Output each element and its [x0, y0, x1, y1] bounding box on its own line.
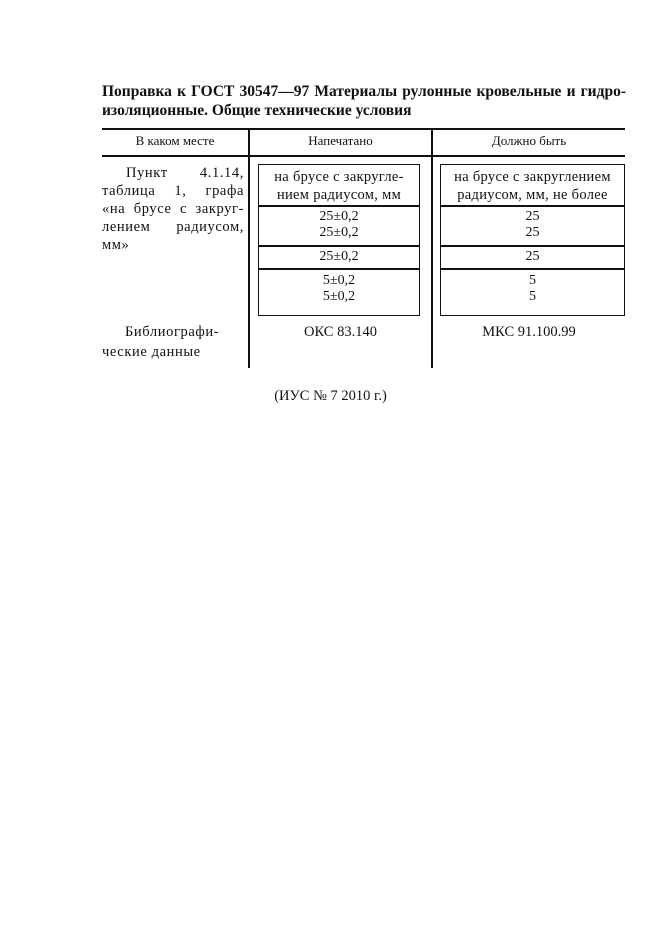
- corrected-value: 5: [529, 273, 536, 288]
- corrected-box-divider-1: [441, 205, 624, 207]
- table-header-rule: [102, 155, 625, 157]
- printed-value: 5±0,2: [322, 289, 356, 304]
- row1-location-line-4: лением радиусом,: [102, 219, 244, 235]
- printed-group-2: [259, 249, 419, 265]
- table-top-rule: [102, 128, 625, 130]
- corrected-group-3: [441, 273, 624, 305]
- header-should-be: Должно быть: [491, 133, 567, 148]
- corrected-value: 25: [525, 225, 540, 240]
- header-location: В каком месте: [135, 133, 215, 148]
- printed-box-divider-3: [259, 268, 419, 270]
- header-printed: Напечатано: [308, 133, 373, 148]
- printed-value: 25±0,2: [319, 225, 359, 240]
- printed-value: 25±0,2: [319, 249, 359, 264]
- corrected-heading-line-1: на брусе с закруглением: [454, 169, 611, 185]
- printed-box-divider-1: [259, 205, 419, 207]
- row1-location: [102, 164, 244, 254]
- corrected-group-2: [441, 249, 624, 265]
- document-title: [102, 82, 626, 120]
- printed-group-1: [259, 209, 419, 241]
- row1-location-line-3: «на брусе с закруг-: [102, 201, 244, 217]
- printed-values-box: [258, 164, 420, 316]
- corrected-box-heading: [441, 168, 624, 204]
- printed-group-3: [259, 273, 419, 305]
- row1-location-line-5: мм»: [102, 237, 130, 253]
- corrected-heading-line-2: радиусом, мм, не более: [457, 187, 608, 203]
- printed-box-divider-2: [259, 245, 419, 247]
- title-line-1: Поправка к ГОСТ 30547—97 Материалы рулонные кровельные и гидро-: [102, 83, 626, 100]
- corrected-value: 25: [525, 209, 540, 224]
- corrected-value: 25: [525, 249, 540, 264]
- source-reference: (ИУС № 7 2010 г.): [274, 388, 387, 404]
- row2-location: [102, 322, 245, 362]
- row1-location-line-1: Пункт 4.1.14,: [126, 165, 244, 181]
- row2-location-line-1: Библиографи-: [125, 324, 220, 340]
- corrected-values-box: [440, 164, 625, 316]
- printed-heading-line-1: на брусе с закругле-: [274, 169, 404, 185]
- corrected-box-divider-2: [441, 245, 624, 247]
- corrected-value: 5: [529, 289, 536, 304]
- printed-box-heading: [259, 168, 419, 204]
- corrected-box-divider-3: [441, 268, 624, 270]
- printed-value: 25±0,2: [319, 209, 359, 224]
- corrected-group-1: [441, 209, 624, 241]
- printed-value: 5±0,2: [322, 273, 356, 288]
- corrected-classification-code: МКС 91.100.99: [482, 324, 576, 340]
- row2-location-line-2: ческие данные: [102, 344, 201, 360]
- row1-location-line-2: таблица 1, графа: [102, 183, 244, 199]
- printed-heading-line-2: нием радиусом, мм: [276, 187, 402, 203]
- title-line-2: изоляционные. Общие технические условия: [102, 102, 412, 119]
- printed-classification-code: ОКС 83.140: [304, 324, 377, 340]
